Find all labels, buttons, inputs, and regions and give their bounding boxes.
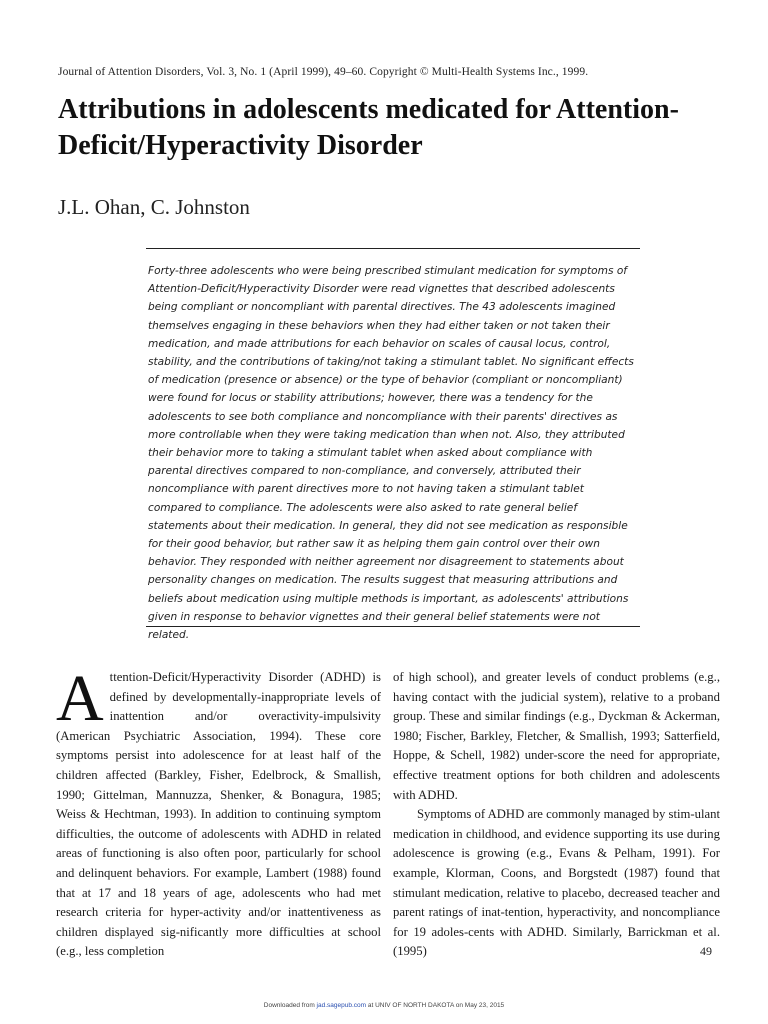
body-column-right	[393, 668, 720, 962]
body-paragraph-continued: of high school), and greater levels of conduct problems (e.g., having contact with the judicial system), relative to a proband group. These and similar findings (e.g., Dyckman & Ackerman, 1980; Fischer, Barkley, Fletcher, & Smallish, 1993; Satterfield, Hoppe, & Schell, 1982) under-score the need for appropriate, effective treatment options for both children and adolescents with ADHD.	[393, 670, 720, 802]
intro-paragraph	[56, 662, 381, 962]
article-authors: J.L. Ohan, C. Johnston	[58, 195, 250, 219]
abstract-text: Forty-three adolescents who were being prescribed stimulant medication for symptoms of Attention-Deficit/Hyperactivity Disorder were read vignettes that described adolescents being compliant or noncompliant with parental directives. The 43 adolescents imagined themselves engaging in these behaviors when they had either taken or not taken their medication, and made attributions for each behavior on scales of causal locus, control, stability, and the contributions of taking/not taking a stimulant tablet. No significant effects of medication (presence or absence) or the type of behavior (compliant or noncompliant) were found for locus or stability attributions; however, there was a tendency for the adolescents to see both compliance and noncompliance with their parents' directives as more controllable when they were taking medication than when not. Also, they attributed their behavior more to taking a stimulant tablet when asked about compliance with parental directives compared to non-compliance, and conversely, attributed their noncompliance with parent directives more to not having taken a stimulant tablet compared to compliance. The adolescents were also asked to rate general belief statements about their medication. In general, they did not see medication as responsible for their good behavior, but rather saw it as helping them gain control over their own behavior. They responded with neither agreement nor disagreement to statements about personality changes on medication. The results suggest that measuring attributions and beliefs about medication using multiple methods is important, as adolescents' attributions given in response to behavior vignettes and their general belief statements were not related.	[148, 265, 634, 642]
footer-link[interactable]: jad.sagepub.com	[316, 1002, 367, 1009]
article-title: Attributions in adolescents medicated for Attention-Deficit/Hyperactivity Disorder	[58, 94, 679, 161]
journal-citation-line: Journal of Attention Disorders, Vol. 3, No. 1 (April 1999), 49–60. Copyright © Multi-Health Systems Inc., 1999.	[58, 66, 589, 78]
download-footer	[0, 1002, 768, 1009]
footer-prefix: Downloaded from	[263, 1002, 317, 1009]
abstract-bottom-rule	[146, 626, 640, 627]
intro-paragraph-text: ttention-Deficit/Hyperactivity Disorder (ADHD) is defined by developmentally-inappropriate levels of inattention and/or overactivity-impulsivity (American Psychiatric Association, 1994). These core symptoms persist into adolescence for at least half of the children affected (Barkley, Fisher, Edelbrock, & Smallish, 1990; Gittelman, Mannuzza, Shenker, & Bonagura, 1985; Weiss & Hechtman, 1993). In addition to continuing symptom difficulties, the outcome of adolescents with ADHD in related areas of functioning is also often poor, particularly for school and delinquent behaviors. For example, Lambert (1988) found that at 17 and 18 years of age, adolescents who had met research criteria for hyper-activity and/or inattentiveness as children displayed sig-nificantly more difficulties at school (e.g., less completion	[56, 670, 381, 959]
drop-cap: A	[56, 662, 104, 735]
body-column-left	[56, 662, 381, 962]
footer-suffix: at UNIV OF NORTH DAKOTA on May 23, 2015	[366, 1002, 505, 1009]
body-paragraph-2: Symptoms of ADHD are commonly managed by stim-ulant medication in childhood, and evidence supporting its use during adolescence is growing (e.g., Evans & Pelham, 1991). For example, Klorman, Coons, and Borgstedt (1987) found that stimulant medication, relative to placebo, decreased teacher and parent ratings of inat-tention, hyperactivity, and noncompliance for 19 adoles-cents with ADHD. Similarly, Barrickman et al. (1995)	[393, 807, 720, 959]
page-number: 49	[700, 944, 712, 958]
abstract-top-rule	[146, 248, 640, 249]
